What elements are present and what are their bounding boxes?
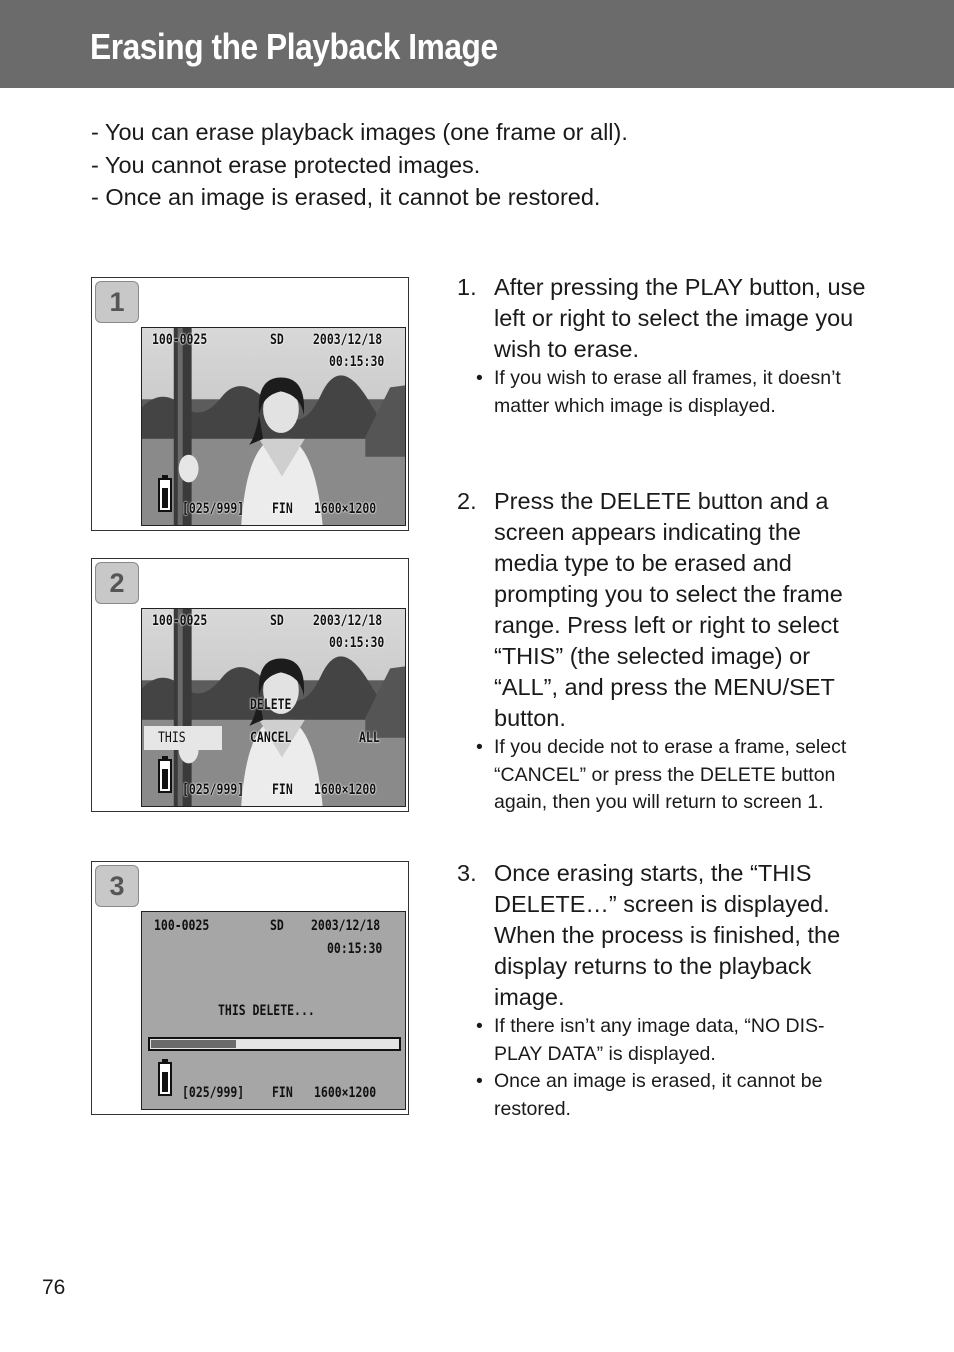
media-type: SD [270, 613, 284, 629]
resolution: 1600×1200 [314, 1085, 377, 1101]
step-line: left or right to select the image you [494, 305, 854, 331]
resolution: 1600×1200 [314, 501, 377, 517]
time-display: 00:15:30 [329, 635, 385, 651]
step-line: DELETE…” screen is displayed. [494, 891, 830, 917]
step-line: wish to erase. [494, 336, 639, 362]
date-display: 2003/12/18 [313, 332, 383, 348]
header-bar [0, 0, 954, 88]
screen-2-figure [91, 558, 409, 812]
folder-file-number: 100-0025 [152, 332, 208, 348]
intro-list [91, 116, 628, 214]
step-line: button. [494, 705, 566, 731]
resolution: 1600×1200 [314, 782, 377, 798]
step-line: “THIS” (the selected image) or [494, 643, 811, 669]
option-cancel: CANCEL [250, 730, 292, 746]
step-text [457, 486, 917, 734]
step-3 [457, 858, 917, 1123]
quality-mode: FIN [272, 1085, 293, 1101]
note-line: “CANCEL” or press the DELETE button [494, 763, 836, 786]
step-line: media type to be erased and [494, 550, 792, 576]
lcd-display [141, 327, 406, 526]
note-line: If there isn’t any image data, “NO DIS- [494, 1015, 825, 1037]
screen-1-figure [91, 277, 409, 531]
battery-icon [158, 478, 172, 512]
step-number: 1. [457, 274, 477, 300]
note-line: matter which image is displayed. [494, 394, 776, 417]
step-line: prompting you to select the frame [494, 581, 843, 607]
date-display: 2003/12/18 [311, 918, 381, 934]
screen-badge: 3 [95, 865, 139, 907]
media-type: SD [270, 918, 284, 934]
option-all: ALL [359, 730, 380, 746]
battery-icon [158, 1062, 172, 1096]
step-line: screen appears indicating the [494, 519, 802, 545]
step-2 [457, 486, 917, 817]
note-line: PLAY DATA” is displayed. [494, 1042, 716, 1065]
step-1 [457, 272, 917, 420]
note-line: Once an image is erased, it cannot be [494, 1070, 823, 1092]
battery-icon [158, 759, 172, 793]
step-line: After pressing the PLAY button, use [494, 274, 866, 300]
step-text [457, 858, 917, 1013]
step-line: range. Press left or right to select [494, 612, 839, 638]
quality-mode: FIN [272, 782, 293, 798]
intro-line: - You can erase playback images (one frame or all). [91, 119, 628, 145]
step-note [457, 734, 917, 817]
delete-menu-title: DELETE [250, 697, 292, 713]
lcd-display [141, 608, 406, 807]
folder-file-number: 100-0025 [152, 613, 208, 629]
frame-counter: [025/999] [182, 782, 245, 798]
screen-3-figure [91, 861, 409, 1115]
screen-badge: 2 [95, 562, 139, 604]
delete-progress-fill [151, 1040, 236, 1048]
folder-file-number: 100-0025 [154, 918, 210, 934]
lcd-display [141, 911, 406, 1110]
screen-badge: 1 [95, 281, 139, 323]
note-line: If you wish to erase all frames, it doesn’t [494, 367, 841, 389]
step-line: “ALL”, and press the MENU/SET [494, 674, 835, 700]
deleting-message: THIS DELETE... [218, 1003, 315, 1019]
note-line: If you decide not to erase a frame, select [494, 736, 847, 758]
option-this: THIS [158, 730, 186, 746]
media-type: SD [270, 332, 284, 348]
bullet-icon: • [476, 367, 483, 389]
intro-line: - You cannot erase protected images. [91, 151, 481, 178]
step-line: image. [494, 984, 565, 1010]
frame-counter: [025/999] [182, 1085, 245, 1101]
note-line: restored. [494, 1097, 571, 1120]
step-line: Press the DELETE button and a [494, 488, 829, 514]
delete-progress-bar [148, 1037, 401, 1051]
bullet-icon: • [476, 736, 483, 758]
step-note [457, 1013, 917, 1068]
quality-mode: FIN [272, 501, 293, 517]
time-display: 00:15:30 [327, 941, 383, 957]
date-display: 2003/12/18 [313, 613, 383, 629]
bullet-icon: • [476, 1015, 483, 1037]
step-line: Once erasing starts, the “THIS [494, 860, 812, 886]
frame-counter: [025/999] [182, 501, 245, 517]
note-line: again, then you will return to screen 1. [494, 791, 824, 813]
bullet-icon: • [476, 1070, 483, 1092]
intro-line: - Once an image is erased, it cannot be restored. [91, 184, 601, 210]
time-display: 00:15:30 [329, 354, 385, 370]
page-number: 76 [42, 1276, 66, 1299]
step-note [457, 365, 917, 420]
step-number: 2. [457, 488, 477, 514]
step-note [457, 1068, 917, 1123]
page-title: Erasing the Playback Image [90, 26, 498, 67]
step-line: When the process is finished, the [494, 922, 841, 948]
step-text [457, 272, 917, 365]
step-line: display returns to the playback [494, 953, 812, 979]
step-number: 3. [457, 860, 477, 886]
